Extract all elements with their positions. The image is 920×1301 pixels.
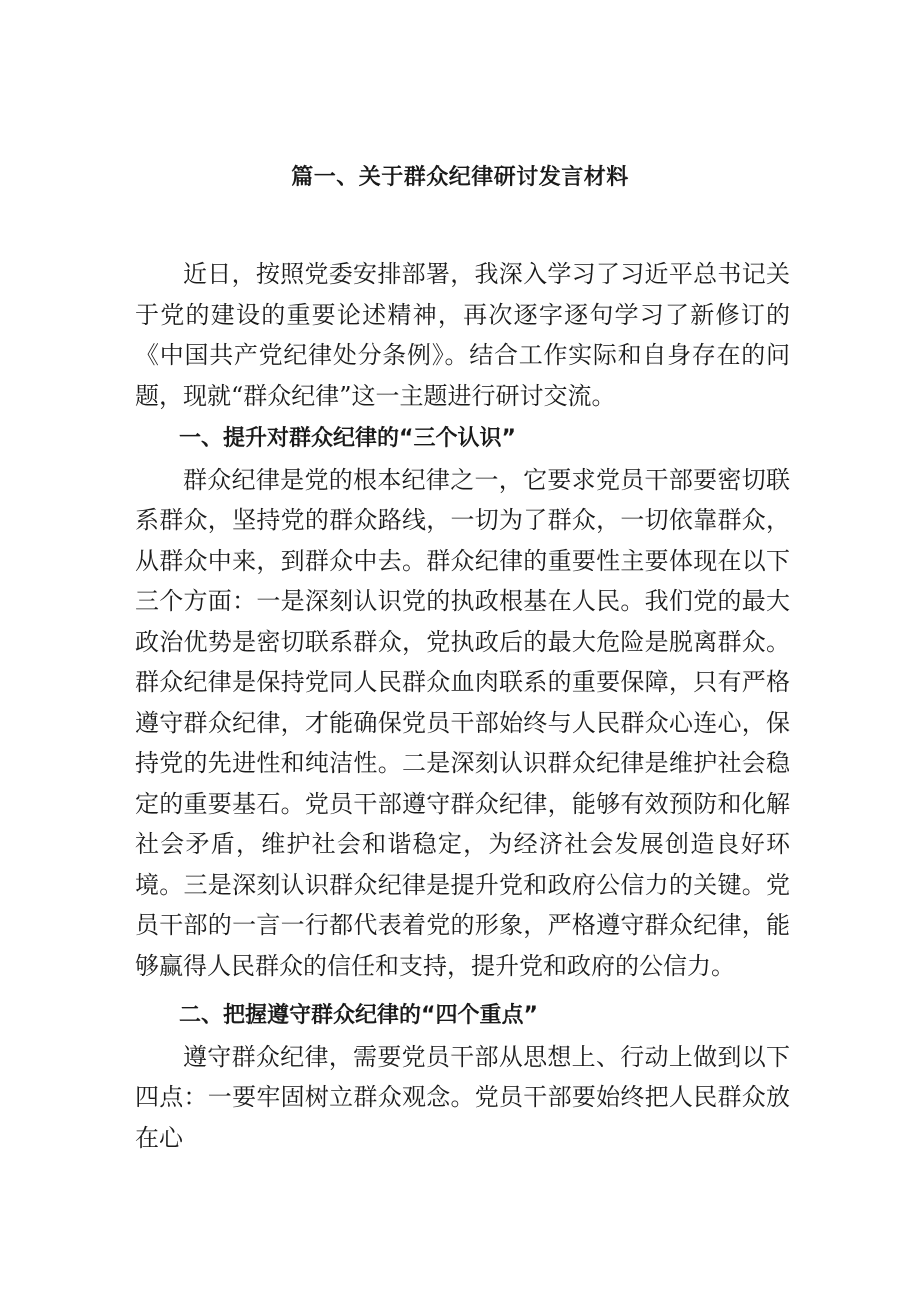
document-body — [135, 254, 790, 1158]
intro-paragraph: 近日，按照党委安排部署，我深入学习了习近平总书记关于党的建设的重要论述精神，再次逐字逐句学习了新修订的《中国共产党纪律处分条例》。结合工作实际和自身存在的问题，现就“群众纪律”这一主题进行研讨交流。 — [135, 260, 790, 410]
document-title: 篇一、关于群众纪律研讨发言材料 — [291, 165, 629, 190]
section-heading-2: 二、把握遵守群众纪律的“四个重点” — [179, 1003, 538, 1028]
section-1-paragraph: 群众纪律是党的根本纪律之一，它要求党员干部要密切联系群众，坚持党的群众路线，一切为了群众，一切依靠群众，从群众中来，到群众中去。群众纪律的重要性主要体现在以下三个方面：一是深刻认识党的执政根基在人民。我们党的最大政治优势是密切联系群众，党执政后的最大危险是脱离群众。群众纪律是保持党同人民群众血肉联系的重要保障，只有严格遵守群众纪律，才能确保党员干部始终与人民群众心连心，保持党的先进性和纯洁性。二是深刻认识群众纪律是维护社会稳定的重要基石。党员干部遵守群众纪律，能够有效预防和化解社会矛盾，维护社会和谐稳定，为经济社会发展创造良好环境。三是深刻认识群众纪律是提升党和政府公信力的关键。党员干部的一言一行都代表着党的形象，严格遵守群众纪律，能够赢得人民群众的信任和支持，提升党和政府的公信力。 — [135, 465, 790, 980]
section-heading-1: 一、提升对群众纪律的“三个认识” — [179, 426, 516, 451]
section-2-paragraph: 遵守群众纪律，需要党员干部从思想上、行动上做到以下四点：一要牢固树立群众观念。党员干部要始终把人民群众放在心 — [135, 1042, 790, 1152]
